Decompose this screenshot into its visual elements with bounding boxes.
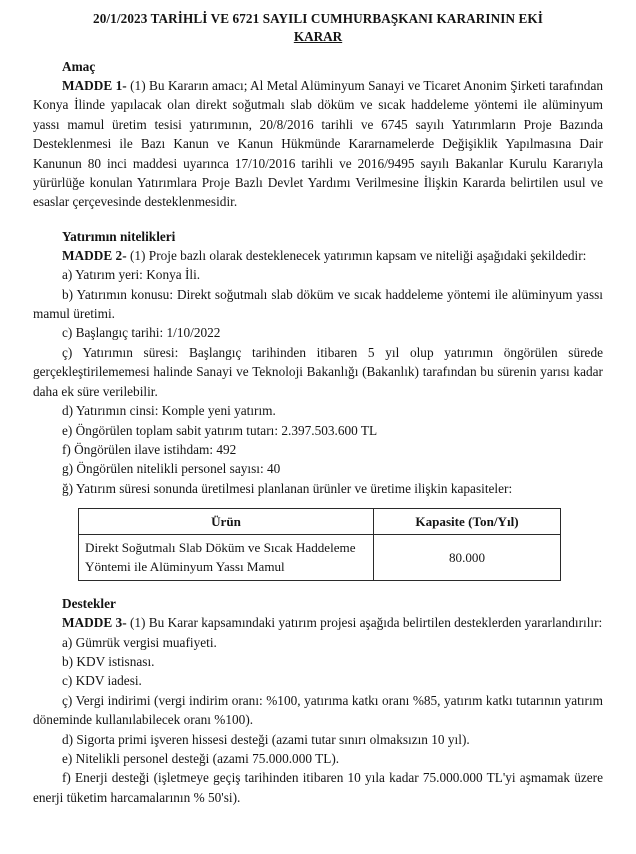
article-2-item-c-cedilla: ç) Yatırımın süresi: Başlangıç tarihinden itibaren 5 yıl olup yatırımın öngörülen sürede gerçekleştirilememesi halinde Sanayi ve Teknoloji Bakanlığı (Bakanlık) tarafından bu sürenin yarısı kadar daha ek süre verilebilir. xyxy=(33,344,603,399)
document-title-line-1: 20/1/2023 TARİHLİ VE 6721 SAYILI CUMHURBAŞKANI KARARININ EKİ xyxy=(93,11,543,26)
article-3-label: MADDE 3- xyxy=(62,615,127,631)
capacity-table xyxy=(78,508,561,581)
article-2-item-c: c) Başlangıç tarihi: 1/10/2022 xyxy=(62,325,221,341)
article-1-heading: Amaç xyxy=(62,59,96,74)
article-3-item-f: f) Enerji desteği (işletmeye geçiş tarihinden itibaren 10 yıla kadar 75.000.000 TL'yi aşmamak üzere enerji tüketim harcamalarının % 50'si). xyxy=(33,770,603,805)
document-title-line-2 xyxy=(33,28,603,45)
article-2-item-g: g) Öngörülen nitelikli personel sayısı: 40 xyxy=(62,461,281,477)
table-cell-product: Direkt Soğutmalı Slab Döküm ve Sıcak Haddeleme Yöntemi ile Alüminyum Yassı Mamul xyxy=(79,535,374,581)
table-header-product: Ürün xyxy=(79,509,374,535)
article-2-item-a: a) Yatırım yeri: Konya İli. xyxy=(62,267,201,283)
table-header-capacity: Kapasite (Ton/Yıl) xyxy=(374,509,561,535)
article-3-item-a: a) Gümrük vergisi muafiyeti. xyxy=(62,634,217,650)
capacity-table-wrapper xyxy=(33,508,603,581)
table-header-row xyxy=(79,509,561,535)
article-3-item-c-cedilla: ç) Vergi indirimi (vergi indirim oranı: %100, yatırıma katkı oranı %85, yatırım katkı tutarının yatırım döneminde kullanılabilecek oranı %100). xyxy=(33,692,603,728)
article-3-paragraph xyxy=(33,613,603,632)
article-2-item-g-breve: ğ) Yatırım süresi sonunda üretilmesi planlanan ürünler ve üretime ilişkin kapasiteler: xyxy=(62,480,513,496)
table-cell-capacity: 80.000 xyxy=(374,535,561,581)
article-3-item-e: e) Nitelikli personel desteği (azami 75.000.000 TL). xyxy=(62,750,340,766)
article-3-item-d: d) Sigorta primi işveren hissesi desteği (azami tutar sınırı olmaksızın 10 yıl). xyxy=(62,731,470,747)
article-3-item-b: b) KDV istisnası. xyxy=(62,653,155,669)
article-3-item-c: c) KDV iadesi. xyxy=(62,673,142,689)
article-2-label: MADDE 2- xyxy=(62,247,127,263)
article-2-item-d: d) Yatırımın cinsi: Komple yeni yatırım. xyxy=(62,403,276,419)
article-2-item-f: f) Öngörülen ilave istihdam: 492 xyxy=(62,441,237,457)
article-2-item-e: e) Öngörülen toplam sabit yatırım tutarı: 2.397.503.600 TL xyxy=(62,422,378,438)
article-1-paragraph xyxy=(33,76,603,212)
article-2-paragraph xyxy=(33,246,603,265)
table-row xyxy=(79,535,561,581)
article-2-item-b: b) Yatırımın konusu: Direkt soğutmalı slab döküm ve sıcak haddeleme yöntemi ile alüminyum yassı mamul üretimi. xyxy=(33,286,603,322)
article-1-text: (1) Bu Kararın amacı; Al Metal Alüminyum Sanayi ve Ticaret Anonim Şirketi tarafından Konya İlinde yapılacak olan direkt soğutmalı slab döküm ve sıcak haddeleme yöntemi ile alüminyum yassı mamul üretim tesisi yatırımının, 20/8/2016 tarihli ve 6745 sayılı Yatırımların Proje Bazında Desteklenmesi ile Bazı Kanun ve Kanun Hükmünde Kararnamelerde Değişiklik Yapılmasına Dair Kanunun 80 inci maddesi uyarınca 17/10/2016 tarihli ve 2016/9495 sayılı Bakanlar Kurulu Kararıyla yürürlüğe konulan Yatırımlara Proje Bazlı Devlet Yardımı Verilmesine İlişkin Kararda belirtilen usul ve esaslar çerçevesinde desteklenmesidir. xyxy=(33,78,603,210)
article-2-text: (1) Proje bazlı olarak desteklenecek yatırımın kapsam ve niteliği aşağıdaki şekildedir: xyxy=(126,247,587,263)
article-1-label: MADDE 1- xyxy=(62,78,127,93)
document-title-line-2-text: KARAR xyxy=(293,29,343,44)
article-2-heading: Yatırımın nitelikleri xyxy=(62,228,176,244)
article-3-heading: Destekler xyxy=(62,596,116,612)
article-3-text: (1) Bu Karar kapsamındaki yatırım projesi aşağıda belirtilen desteklerden yararlandırılır: xyxy=(126,615,603,631)
